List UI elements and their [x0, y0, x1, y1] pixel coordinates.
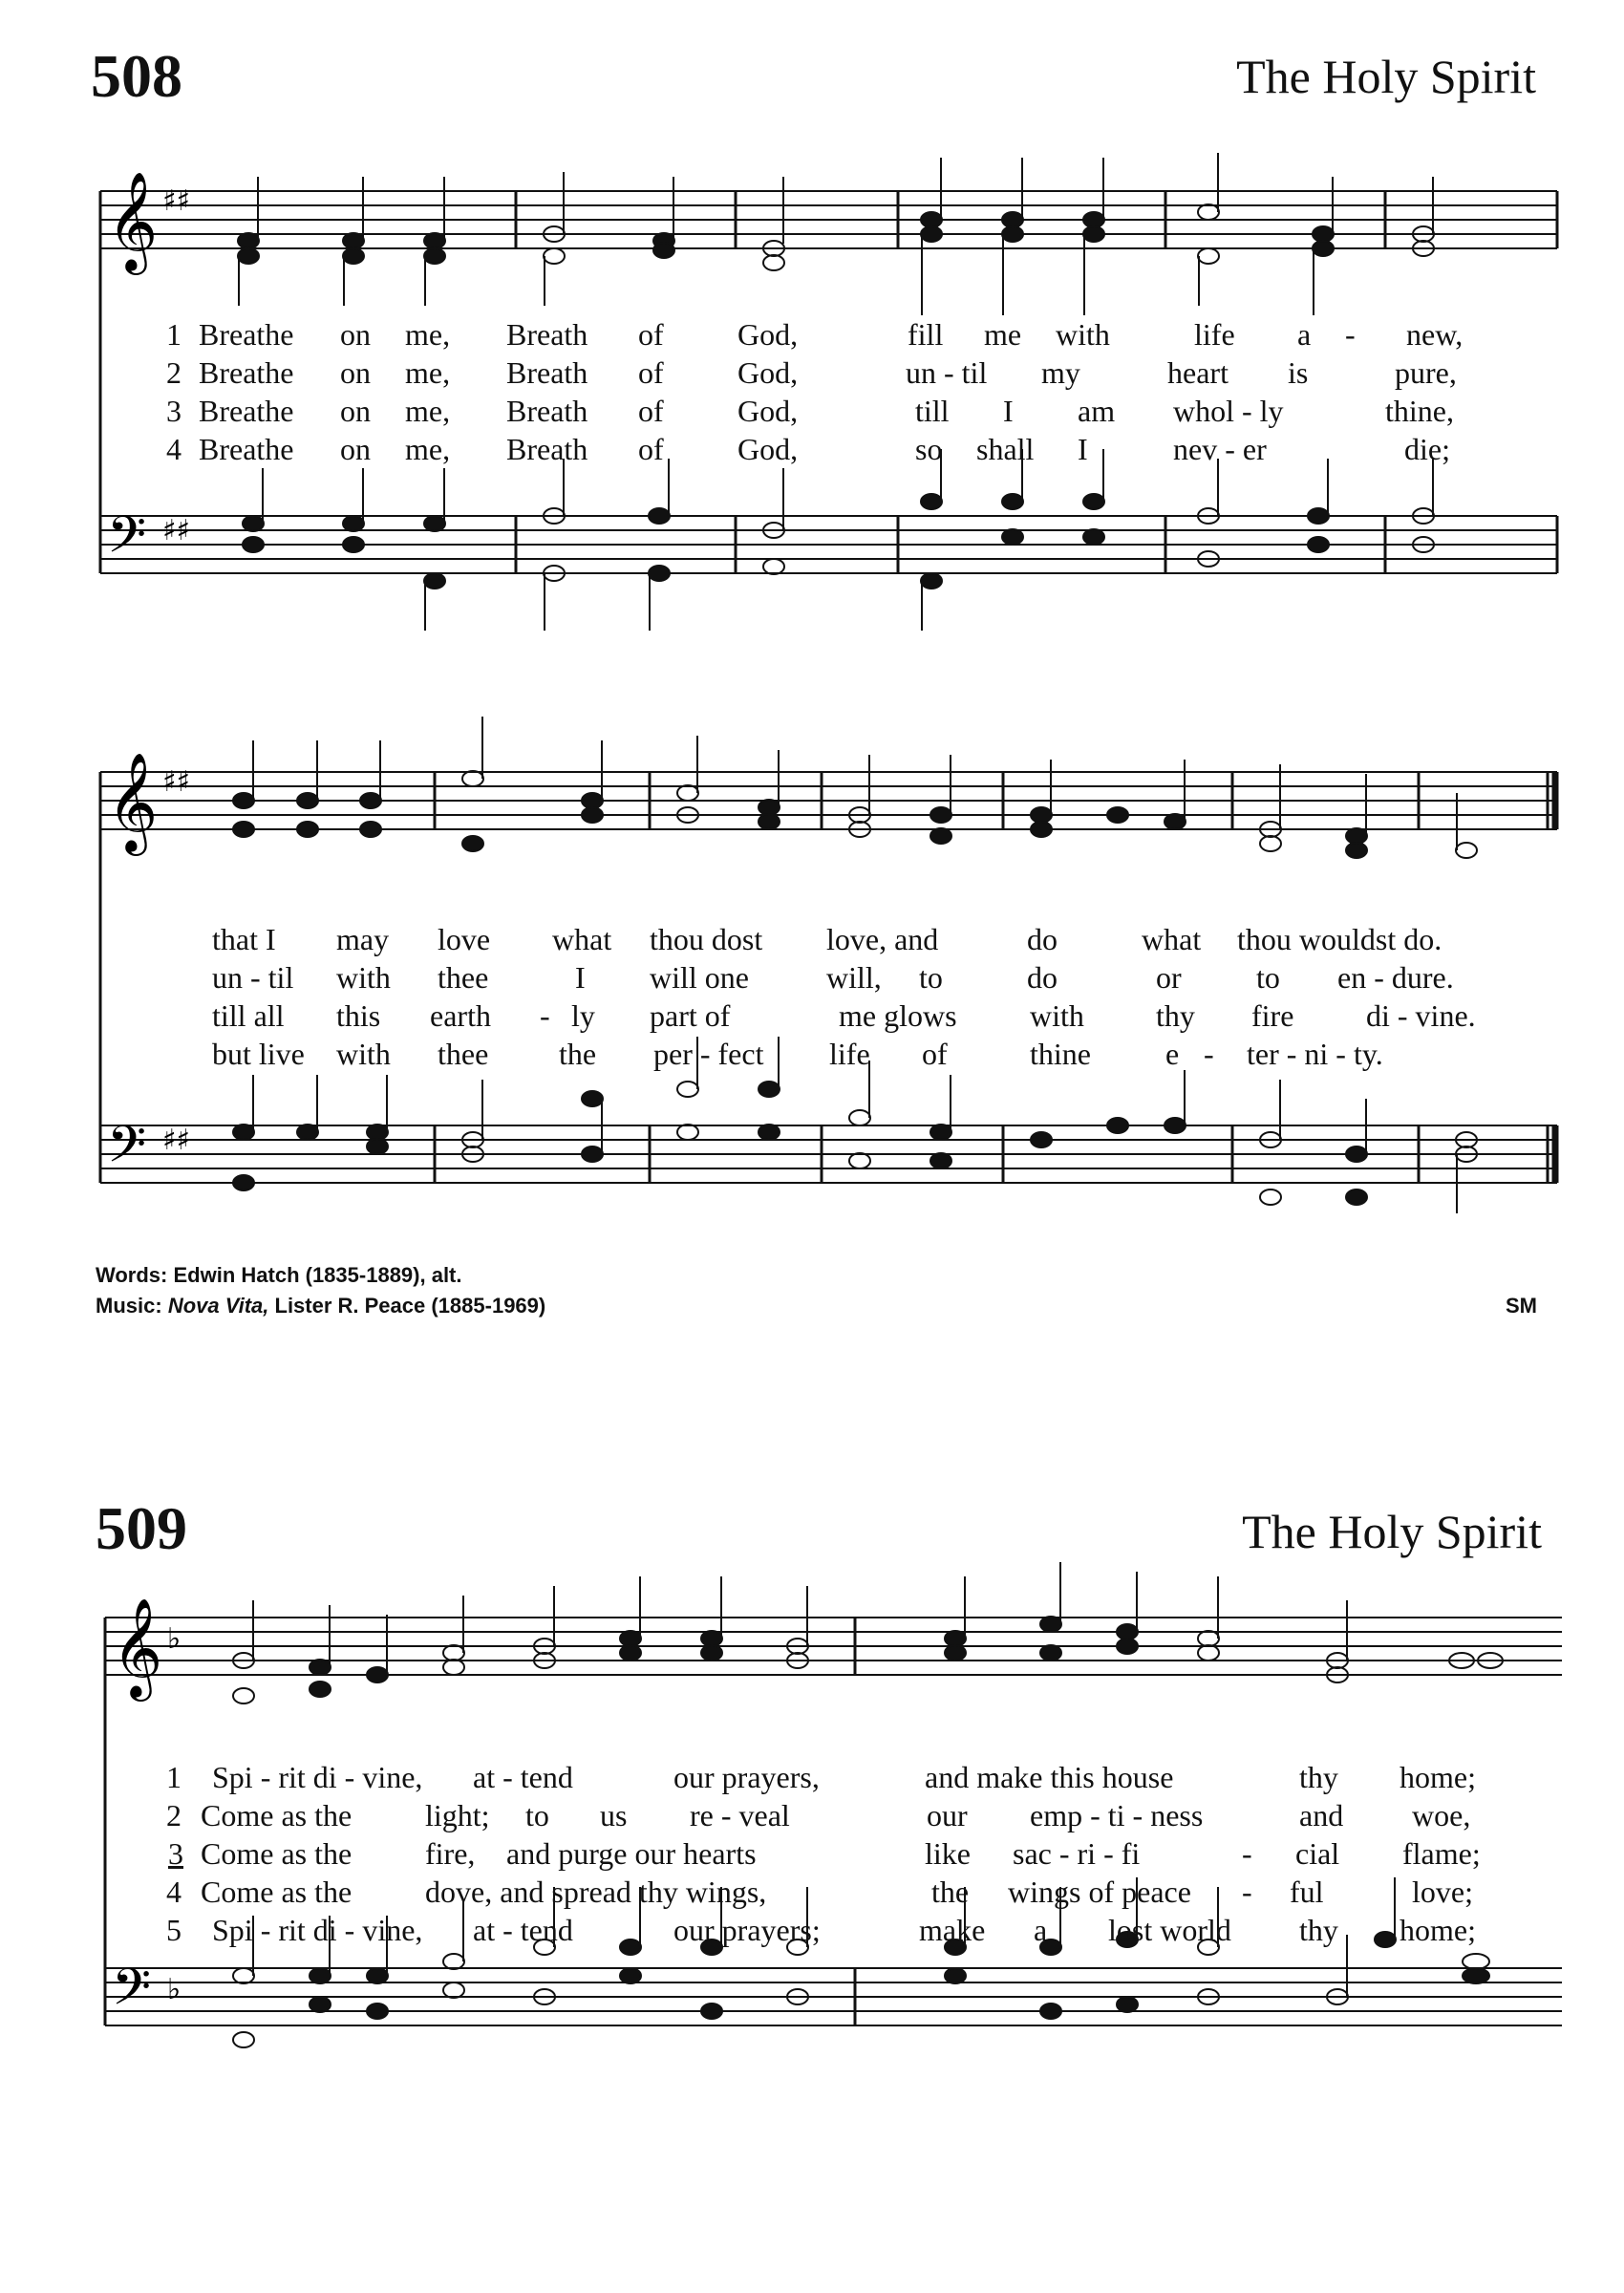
- key-signature-icon: ♭: [167, 1973, 182, 2006]
- lyric-syllable: at - tend: [473, 1760, 573, 1794]
- lyric-syllable: at - tend: [473, 1913, 573, 1947]
- words-label: Words:: [96, 1263, 168, 1287]
- lyric-syllable: with: [1056, 317, 1110, 352]
- lyric-syllable: emp - ti - ness: [1030, 1798, 1204, 1832]
- lyric-syllable: of: [922, 1037, 948, 1071]
- hymn-number-508: 508: [91, 42, 182, 110]
- verse-number: 1: [166, 317, 182, 352]
- lyric-syllable: home;: [1400, 1760, 1476, 1794]
- lyric-syllable: me,: [405, 355, 451, 390]
- lyric-syllable: what: [1142, 922, 1202, 956]
- lyric-syllable: God,: [737, 317, 799, 352]
- lyric-syllable: fill: [908, 317, 944, 352]
- verse-number: 1: [166, 1760, 182, 1794]
- lyric-syllable: I: [1078, 432, 1088, 466]
- lyric-syllable: will,: [826, 960, 882, 995]
- hymn-number-509: 509: [96, 1494, 187, 1562]
- lyric-syllable: -: [1242, 1836, 1252, 1871]
- lyric-syllable: me glows: [839, 998, 957, 1033]
- lyric-syllable: me,: [405, 317, 451, 352]
- lyric-syllable: on: [340, 355, 371, 390]
- section-title: The Holy Spirit: [1242, 1505, 1542, 1558]
- lyric-syllable: our prayers,: [673, 1760, 820, 1794]
- lyric-syllable: di - vine.: [1366, 998, 1476, 1033]
- lyric-syllable: Come as the: [201, 1875, 353, 1909]
- lyric-syllable: thy: [1156, 998, 1195, 1033]
- lyric-syllable: thou wouldst do.: [1237, 922, 1442, 956]
- lyric-syllable: life: [829, 1037, 870, 1071]
- lyric-syllable: me: [984, 317, 1022, 352]
- bass-clef-icon: 𝄢: [107, 1116, 147, 1187]
- lyric-syllable: I: [575, 960, 586, 995]
- lyric-syllable: love;: [1412, 1875, 1473, 1909]
- lyric-syllable: our: [927, 1798, 968, 1832]
- lyric-syllable: per - fect: [653, 1037, 764, 1071]
- verse-number: 3: [166, 394, 182, 428]
- lyric-syllable: with: [1030, 998, 1084, 1033]
- lyric-syllable: flame;: [1402, 1836, 1481, 1871]
- lyric-syllable: on: [340, 317, 371, 352]
- lyric-syllable: home;: [1400, 1913, 1476, 1947]
- music-composer: Lister R. Peace (1885-1969): [274, 1294, 546, 1318]
- lyric-syllable: that I: [212, 922, 276, 956]
- lyric-syllable: God,: [737, 355, 799, 390]
- lyric-syllable: till all: [212, 998, 285, 1033]
- tune-name: Nova Vita,: [167, 1294, 269, 1318]
- lyric-syllable: to: [1256, 960, 1280, 995]
- lyric-syllable: this: [336, 998, 381, 1033]
- lyric-syllable: thine: [1030, 1037, 1091, 1071]
- lyric-syllable: Come as the: [201, 1798, 353, 1832]
- words-credit: [96, 1263, 462, 1288]
- lyric-syllable: heart: [1167, 355, 1229, 390]
- lyric-syllable: Breathe: [199, 317, 294, 352]
- lyric-syllable: light;: [425, 1798, 490, 1832]
- lyric-syllable: am: [1078, 394, 1116, 428]
- bass-clef-icon: 𝄢: [107, 506, 147, 577]
- lyric-syllable: do: [1027, 960, 1058, 995]
- lyric-syllable: Breath: [506, 317, 588, 352]
- lyric-syllable: un - til: [906, 355, 988, 390]
- lyric-syllable: -: [1242, 1875, 1252, 1909]
- lyric-syllable: a: [1034, 1913, 1048, 1947]
- lyric-syllable: ful: [1290, 1875, 1324, 1909]
- lyric-syllable: pure,: [1395, 355, 1457, 390]
- lyric-syllable: God,: [737, 432, 799, 466]
- lyric-syllable: of: [638, 317, 664, 352]
- lyric-syllable: or: [1156, 960, 1182, 995]
- meter: SM: [1506, 1294, 1537, 1318]
- system-508-1-bass-staff: [100, 516, 1557, 573]
- lyric-syllable: ly: [571, 998, 595, 1033]
- lyric-syllable: me,: [405, 432, 451, 466]
- lyric-syllable: love: [438, 922, 491, 956]
- system-508-1-treble-staff: [100, 191, 1557, 248]
- lyric-syllable: to: [919, 960, 943, 995]
- lyric-syllable: our prayers;: [673, 1913, 821, 1947]
- verse-number: 3: [168, 1836, 183, 1871]
- lyric-syllable: thine,: [1385, 394, 1454, 428]
- lyric-syllable: do: [1027, 922, 1058, 956]
- lyric-syllable: of: [638, 394, 664, 428]
- lyric-syllable: Breath: [506, 432, 588, 466]
- lyric-syllable: God,: [737, 394, 799, 428]
- treble-clef-icon: 𝄞: [107, 752, 159, 852]
- key-signature-icon: ♯♯: [162, 765, 191, 799]
- lyric-syllable: my: [1041, 355, 1080, 390]
- lyric-syllable: -: [1345, 317, 1356, 352]
- lyric-syllable: re - veal: [690, 1798, 790, 1832]
- lyric-syllable: cial: [1295, 1836, 1340, 1871]
- lyric-syllable: what: [552, 922, 612, 956]
- lyric-syllable: fire,: [425, 1836, 476, 1871]
- lyric-syllable: wings of peace: [1008, 1875, 1191, 1909]
- lyric-syllable: sac - ri - fi: [1013, 1836, 1141, 1871]
- lyric-syllable: dove, and spread thy wings,: [425, 1875, 767, 1909]
- lyric-syllable: life: [1194, 317, 1235, 352]
- lyric-syllable: with: [336, 1037, 391, 1071]
- key-signature-icon: ♯♯: [162, 514, 191, 547]
- lyric-syllable: whol - ly: [1173, 394, 1284, 428]
- lyric-syllable: a: [1297, 317, 1312, 352]
- lyric-syllable: thy: [1299, 1913, 1338, 1947]
- lyric-syllable: Breath: [506, 355, 588, 390]
- system-508-1-bass-notes: [243, 449, 1434, 631]
- lyric-syllable: to: [525, 1798, 549, 1832]
- lyric-syllable: en - dure.: [1337, 960, 1454, 995]
- lyric-syllable: with: [336, 960, 391, 995]
- verse-number: 2: [166, 1798, 182, 1832]
- key-signature-icon: ♯♯: [162, 184, 191, 218]
- key-signature-icon: ♭: [167, 1622, 182, 1656]
- lyric-syllable: Breathe: [199, 394, 294, 428]
- music-label: Music:: [96, 1294, 162, 1318]
- lyric-syllable: new,: [1406, 317, 1464, 352]
- lyric-syllable: will one: [650, 960, 749, 995]
- treble-clef-icon: 𝄞: [107, 171, 159, 271]
- lyric-syllable: nev - er: [1173, 432, 1267, 466]
- lyric-syllable: earth: [430, 998, 491, 1033]
- lyric-syllable: un - til: [212, 960, 294, 995]
- lyric-syllable: the: [931, 1875, 970, 1909]
- lyric-syllable: till: [915, 394, 950, 428]
- verse-number: 4: [166, 432, 182, 466]
- lyric-syllable: may: [336, 922, 390, 956]
- lyric-syllable: ter - ni - ty.: [1247, 1037, 1383, 1071]
- lyric-syllable: Breathe: [199, 432, 294, 466]
- music-credit: [96, 1294, 545, 1318]
- lyric-syllable: of: [638, 432, 664, 466]
- lyric-syllable: thou dost: [650, 922, 763, 956]
- lyric-syllable: Spi - rit di - vine,: [212, 1913, 423, 1947]
- lyric-syllable: Come as the: [201, 1836, 353, 1871]
- lyric-syllable: so: [915, 432, 943, 466]
- lyric-syllable: on: [340, 432, 371, 466]
- lyric-syllable: make: [919, 1913, 986, 1947]
- lyric-syllable: but live: [212, 1037, 305, 1071]
- lyric-syllable: die;: [1404, 432, 1450, 466]
- lyric-syllable: shall: [976, 432, 1035, 466]
- lyric-syllable: thee: [438, 960, 489, 995]
- lyric-syllable: Spi - rit di - vine,: [212, 1760, 423, 1794]
- lyric-syllable: Breath: [506, 394, 588, 428]
- system-508-2-bass-staff: [100, 1125, 1557, 1183]
- lyric-syllable: and purge our hearts: [506, 1836, 757, 1871]
- treble-clef-icon: 𝄞: [112, 1597, 163, 1698]
- lyric-syllable: -: [540, 998, 550, 1033]
- lyric-syllable: and: [1299, 1798, 1344, 1832]
- bass-clef-icon: 𝄢: [112, 1959, 152, 2029]
- lyric-syllable: -: [1204, 1037, 1214, 1071]
- verse-number: 5: [166, 1913, 182, 1947]
- lyric-syllable: I: [1003, 394, 1014, 428]
- lyric-syllable: thee: [438, 1037, 489, 1071]
- lyric-syllable: and make this house: [925, 1760, 1174, 1794]
- lyric-syllable: the: [559, 1037, 597, 1071]
- words-author: Edwin Hatch (1835-1889), alt.: [173, 1263, 462, 1287]
- lyric-syllable: fire: [1251, 998, 1294, 1033]
- lyric-syllable: of: [638, 355, 664, 390]
- verse-number: 2: [166, 355, 182, 390]
- key-signature-icon: ♯♯: [162, 1124, 191, 1157]
- lyric-syllable: like: [925, 1836, 971, 1871]
- lyric-syllable: lost world: [1108, 1913, 1231, 1947]
- lyric-syllable: is: [1288, 355, 1309, 390]
- section-title: The Holy Spirit: [1236, 50, 1536, 103]
- lyric-syllable: us: [600, 1798, 628, 1832]
- lyric-syllable: woe,: [1412, 1798, 1471, 1832]
- lyric-syllable: love, and: [826, 922, 939, 956]
- lyric-syllable: me,: [405, 394, 451, 428]
- verse-number: 4: [166, 1875, 182, 1909]
- lyric-syllable: part of: [650, 998, 731, 1033]
- lyric-syllable: on: [340, 394, 371, 428]
- lyric-syllable: Breathe: [199, 355, 294, 390]
- lyric-syllable: thy: [1299, 1760, 1338, 1794]
- lyric-syllable: e: [1165, 1037, 1180, 1071]
